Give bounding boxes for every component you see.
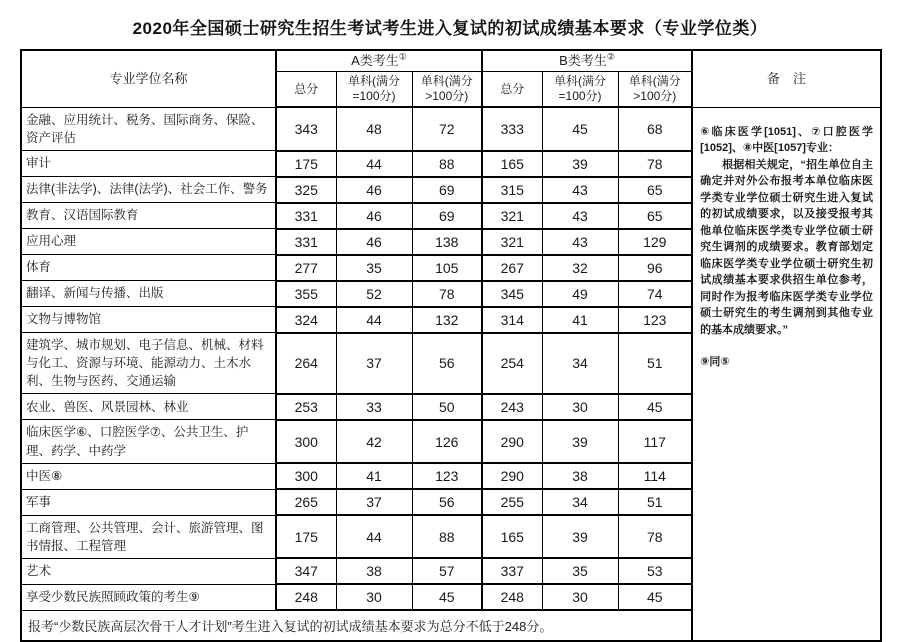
cell-score-a-sub-gt100: 88 [412,515,482,558]
cell-degree-name: 文物与博物馆 [21,307,276,333]
cell-score-b-total: 165 [482,515,542,558]
cell-score-a-total: 300 [276,463,336,489]
cell-degree-name: 翻译、新闻与传播、出版 [21,281,276,307]
cell-score-a-sub-eq100: 35 [336,255,412,281]
cell-score-b-sub-gt100: 65 [618,177,692,203]
cell-score-a-total: 175 [276,515,336,558]
cell-score-b-sub-gt100: 117 [618,420,692,463]
header-group-a-footnote: ① [398,51,407,62]
cell-score-a-sub-eq100: 41 [336,463,412,489]
cell-score-b-sub-eq100: 45 [542,107,618,150]
cell-score-b-total: 337 [482,558,542,584]
cell-score-b-total: 290 [482,420,542,463]
cell-score-b-sub-gt100: 65 [618,203,692,229]
header-name-column: 专业学位名称 [21,50,276,107]
cell-score-b-sub-gt100: 74 [618,281,692,307]
cell-score-b-sub-eq100: 39 [542,151,618,177]
cell-score-b-sub-gt100: 51 [618,489,692,515]
cell-score-a-sub-eq100: 44 [336,515,412,558]
cell-score-a-total: 253 [276,394,336,420]
cell-score-a-total: 277 [276,255,336,281]
cell-degree-name: 应用心理 [21,229,276,255]
notes-extra: ⑨同⑤ [700,356,730,369]
table-header [21,50,881,107]
cell-score-a-sub-eq100: 44 [336,307,412,333]
cell-score-a-sub-gt100: 69 [412,177,482,203]
cell-score-a-sub-gt100: 50 [412,394,482,420]
cell-score-a-sub-gt100: 123 [412,463,482,489]
cell-score-b-sub-eq100: 39 [542,515,618,558]
cell-score-b-total: 333 [482,107,542,150]
cell-score-b-total: 314 [482,307,542,333]
cell-score-b-total: 255 [482,489,542,515]
cell-score-b-sub-gt100: 96 [618,255,692,281]
cell-score-a-sub-eq100: 48 [336,107,412,150]
cell-score-b-total: 165 [482,151,542,177]
cell-score-a-sub-eq100: 46 [336,203,412,229]
cell-score-a-sub-gt100: 56 [412,333,482,394]
cell-score-b-total: 321 [482,203,542,229]
cell-score-b-sub-gt100: 68 [618,107,692,150]
header-group-b [482,50,692,72]
footer-note: 报考“少数民族高层次骨干人才计划”考生进入复试的初试成绩基本要求为总分不低于248分。 [21,610,692,641]
cell-score-a-sub-gt100: 138 [412,229,482,255]
cell-score-b-total: 248 [482,584,542,610]
cell-score-a-sub-eq100: 42 [336,420,412,463]
header-group-a-label: A类考生 [351,53,399,68]
cell-score-a-sub-gt100: 78 [412,281,482,307]
cell-degree-name: 艺术 [21,558,276,584]
cell-degree-name: 金融、应用统计、税务、国际商务、保险、资产评估 [21,107,276,150]
cell-score-a-total: 265 [276,489,336,515]
notes-heading: ⑥临床医学[1051]、⑦口腔医学[1052]、⑧中医[1057]专业： [700,125,874,155]
header-total-b: 总分 [482,72,542,108]
cell-degree-name: 建筑学、城市规划、电子信息、机械、材料与化工、资源与环境、能源动力、土木水利、生物与医药、交通运输 [21,333,276,394]
header-group-b-footnote: ② [606,51,615,62]
cell-score-b-sub-gt100: 78 [618,151,692,177]
cell-score-a-total: 331 [276,203,336,229]
cell-degree-name: 中医⑧ [21,463,276,489]
score-table [20,49,882,642]
cell-score-b-sub-eq100: 49 [542,281,618,307]
cell-degree-name: 法律(非法学)、法律(法学)、社会工作、警务 [21,177,276,203]
cell-score-b-sub-gt100: 123 [618,307,692,333]
cell-score-b-total: 254 [482,333,542,394]
header-sub-eq100-b: 单科(满分=100分) [542,72,618,108]
cell-score-b-sub-eq100: 43 [542,203,618,229]
cell-score-a-sub-eq100: 30 [336,584,412,610]
table-row [21,107,881,150]
cell-score-b-sub-eq100: 39 [542,420,618,463]
cell-degree-name: 享受少数民族照顾政策的考生⑨ [21,584,276,610]
cell-score-b-sub-eq100: 30 [542,394,618,420]
cell-score-a-sub-eq100: 46 [336,177,412,203]
cell-score-a-sub-gt100: 88 [412,151,482,177]
cell-score-b-sub-gt100: 45 [618,394,692,420]
cell-score-a-total: 300 [276,420,336,463]
remarks-cell [692,107,881,641]
cell-score-b-sub-gt100: 51 [618,333,692,394]
header-sub-eq100-a: 单科(满分=100分) [336,72,412,108]
header-sub-gt100-b: 单科(满分>100分) [618,72,692,108]
cell-score-b-sub-eq100: 30 [542,584,618,610]
cell-score-a-sub-eq100: 52 [336,281,412,307]
cell-score-a-total: 324 [276,307,336,333]
cell-degree-name: 工商管理、公共管理、会计、旅游管理、图书情报、工程管理 [21,515,276,558]
cell-score-b-total: 321 [482,229,542,255]
cell-score-b-sub-eq100: 41 [542,307,618,333]
cell-score-b-sub-gt100: 129 [618,229,692,255]
cell-score-b-sub-gt100: 45 [618,584,692,610]
header-remarks: 备 注 [692,50,881,107]
header-group-b-label: B类考生 [559,53,607,68]
cell-score-b-sub-eq100: 43 [542,177,618,203]
cell-score-a-sub-eq100: 44 [336,151,412,177]
cell-score-b-total: 315 [482,177,542,203]
cell-score-a-sub-eq100: 38 [336,558,412,584]
cell-score-b-total: 290 [482,463,542,489]
cell-score-a-total: 175 [276,151,336,177]
cell-degree-name: 农业、兽医、风景园林、林业 [21,394,276,420]
notes-paragraph: 根据相关规定，“招生单位自主确定并对外公布报考本单位临床医学类专业学位硕士研究生进入复试的初试成绩要求，以及接受报考其他单位临床医学类专业学位硕士研究生调剂的成绩要求。教育部划定临床医学类专业学位硕士研究生初试成绩基本要求供招生单位参考，同时作为报考临床医学类专业学位硕士研究生的考生调剂到其他专业的基本成绩要求。” [700,158,874,336]
cell-degree-name: 体育 [21,255,276,281]
cell-score-a-total: 248 [276,584,336,610]
cell-degree-name: 临床医学⑥、口腔医学⑦、公共卫生、护理、药学、中药学 [21,420,276,463]
cell-score-b-sub-eq100: 35 [542,558,618,584]
cell-score-a-sub-gt100: 45 [412,584,482,610]
header-total-a: 总分 [276,72,336,108]
cell-score-a-sub-eq100: 33 [336,394,412,420]
page-title: 2020年全国硕士研究生招生考试考生进入复试的初试成绩基本要求（专业学位类） [132,19,768,38]
cell-degree-name: 教育、汉语国际教育 [21,203,276,229]
cell-score-b-sub-eq100: 43 [542,229,618,255]
cell-score-a-sub-gt100: 69 [412,203,482,229]
cell-degree-name: 审计 [21,151,276,177]
cell-score-a-sub-eq100: 37 [336,333,412,394]
cell-score-b-sub-eq100: 32 [542,255,618,281]
cell-score-a-sub-gt100: 105 [412,255,482,281]
cell-score-b-total: 243 [482,394,542,420]
cell-score-a-total: 325 [276,177,336,203]
header-group-a [276,50,482,72]
cell-score-b-sub-eq100: 38 [542,463,618,489]
cell-score-a-sub-gt100: 132 [412,307,482,333]
cell-score-a-sub-eq100: 46 [336,229,412,255]
cell-score-a-total: 331 [276,229,336,255]
cell-score-a-sub-gt100: 126 [412,420,482,463]
cell-score-a-total: 355 [276,281,336,307]
cell-score-a-sub-eq100: 37 [336,489,412,515]
header-sub-gt100-a: 单科(满分>100分) [412,72,482,108]
cell-score-a-sub-gt100: 56 [412,489,482,515]
cell-score-b-total: 267 [482,255,542,281]
cell-score-b-sub-gt100: 53 [618,558,692,584]
cell-degree-name: 军事 [21,489,276,515]
cell-score-b-sub-gt100: 78 [618,515,692,558]
cell-score-a-sub-gt100: 72 [412,107,482,150]
cell-score-a-total: 343 [276,107,336,150]
cell-score-a-sub-gt100: 57 [412,558,482,584]
cell-score-a-total: 264 [276,333,336,394]
table-body [21,107,881,641]
cell-score-b-sub-eq100: 34 [542,489,618,515]
cell-score-b-sub-gt100: 114 [618,463,692,489]
cell-score-b-total: 345 [482,281,542,307]
cell-score-b-sub-eq100: 34 [542,333,618,394]
cell-score-a-total: 347 [276,558,336,584]
